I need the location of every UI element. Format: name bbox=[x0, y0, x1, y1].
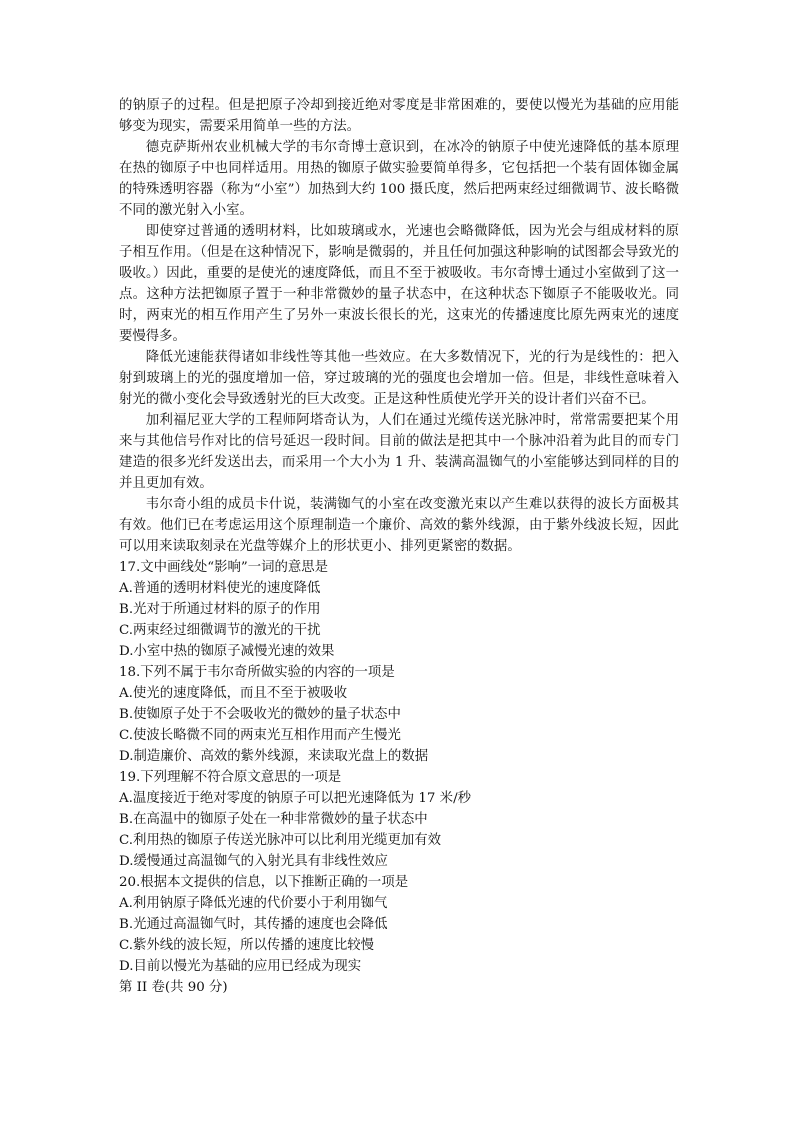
question-option: B.在高温中的铷原子处在一种非常微妙的量子状态中 bbox=[119, 812, 428, 827]
question-option: D.小室中热的铷原子减慢光速的效果 bbox=[119, 644, 335, 659]
passage-paragraph: 即使穿过普通的透明材料，比如玻璃或水，光速也会略微降低，因为光会与组成材料的原子相互作用。（但是在这种情况下，影响是微弱的，并且任何加强这种影响的试图都会导致光的吸收。）因此，重要的是使光的速度降低，而且不至于被吸收。韦尔奇博士通过小室做到了这一点。这种方法把铷原子置于一种非常微妙的量子状态中，在这种状态下铷原子不能吸收光。同时，两束光的相互作用产生了另外一束波长很长的光，这束光的传播速度比原先两束光的速度要慢得多。 bbox=[119, 224, 679, 344]
question-option: C.紫外线的波长短，所以传播的速度比较慢 bbox=[119, 938, 375, 953]
question-option: D.制造廉价、高效的紫外线源，来读取光盘上的数据 bbox=[119, 749, 429, 764]
question-stem: 20.根据本文提供的信息，以下推断正确的一项是 bbox=[119, 875, 409, 890]
question-option: B.光对于所通过材料的原子的作用 bbox=[119, 602, 321, 617]
question-option: A.使光的速度降低，而且不至于被吸收 bbox=[119, 686, 348, 701]
passage-paragraph: 韦尔奇小组的成员卡什说，装满铷气的小室在改变激光束以产生难以获得的波长方面极其有效。他们已在考虑运用这个原理制造一个廉价、高效的紫外线源，由于紫外线波长短，因此可以用来读取刻录在光盘等媒介上的形状更小、排列更紧密的数据。 bbox=[119, 497, 679, 554]
question-option: B.使铷原子处于不会吸收光的微妙的量子状态中 bbox=[119, 707, 401, 722]
question-stem: 17.文中画线处“影响”一词的意思是 bbox=[119, 560, 329, 575]
question-option: C.利用热的铷原子传送光脉冲可以比利用光缆更加有效 bbox=[119, 833, 442, 848]
question-19 bbox=[119, 767, 679, 872]
question-option: D.目前以慢光为基础的应用已经成为现实 bbox=[119, 959, 362, 974]
question-18 bbox=[119, 662, 679, 767]
passage-paragraph: 德克萨斯州农业机械大学的韦尔奇博士意识到，在冰冷的钠原子中使光速降低的基本原理在热的铷原子中也同样适用。用热的铷原子做实验要简单得多，它包括把一个装有固体铷金属的特殊透明容器（称为“小室”）加热到大约 100 摄氏度，然后把两束经过细微调节、波长略微不同的激光射入小室。 bbox=[119, 140, 679, 218]
question-option: C.两束经过细微调节的激光的干扰 bbox=[119, 623, 321, 638]
question-option: B.光通过高温铷气时，其传播的速度也会降低 bbox=[119, 917, 388, 932]
question-20 bbox=[119, 872, 679, 977]
question-option: C.使波长略微不同的两束光互相作用而产生慢光 bbox=[119, 728, 401, 743]
question-17 bbox=[119, 557, 679, 662]
section-footer: 第 II 卷(共 90 分) bbox=[119, 980, 228, 995]
passage-paragraph: 降低光速能获得诸如非线性等其他一些效应。在大多数情况下，光的行为是线性的：把入射到玻璃上的光的强度增加一倍，穿过玻璃的光的强度也会增加一倍。但是，非线性意味着入射光的微小变化会导致透射光的巨大改变。正是这种性质使光学开关的设计者们兴奋不已。 bbox=[119, 350, 679, 407]
question-option: D.缓慢通过高温铷气的入射光具有非线性效应 bbox=[119, 854, 388, 869]
passage-paragraph: 加利福尼亚大学的工程师阿塔奇认为，人们在通过光缆传送光脉冲时，常常需要把某个用来与其他信号作对比的信号延迟一段时间。目前的做法是把其中一个脉冲沿着为此目的而专门建造的很多光纤发送出去，而采用一个大小为 1 升、装满高温铷气的小室能够达到同样的目的并且更加有效。 bbox=[119, 413, 679, 491]
question-option: A.温度接近于绝对零度的钠原子可以把光速降低为 17 米/秒 bbox=[119, 791, 471, 806]
question-stem: 18.下列不属于韦尔奇所做实验的内容的一项是 bbox=[119, 665, 395, 680]
question-option: A.利用钠原子降低光速的代价要小于利用铷气 bbox=[119, 896, 388, 911]
document-page bbox=[119, 95, 679, 998]
question-option: A.普通的透明材料使光的速度降低 bbox=[119, 581, 321, 596]
passage-paragraph: 的钠原子的过程。但是把原子冷却到接近绝对零度是非常困难的，要使以慢光为基础的应用能够变为现实，需要采用简单一些的方法。 bbox=[119, 98, 679, 134]
question-stem: 19.下列理解不符合原文意思的一项是 bbox=[119, 770, 342, 785]
